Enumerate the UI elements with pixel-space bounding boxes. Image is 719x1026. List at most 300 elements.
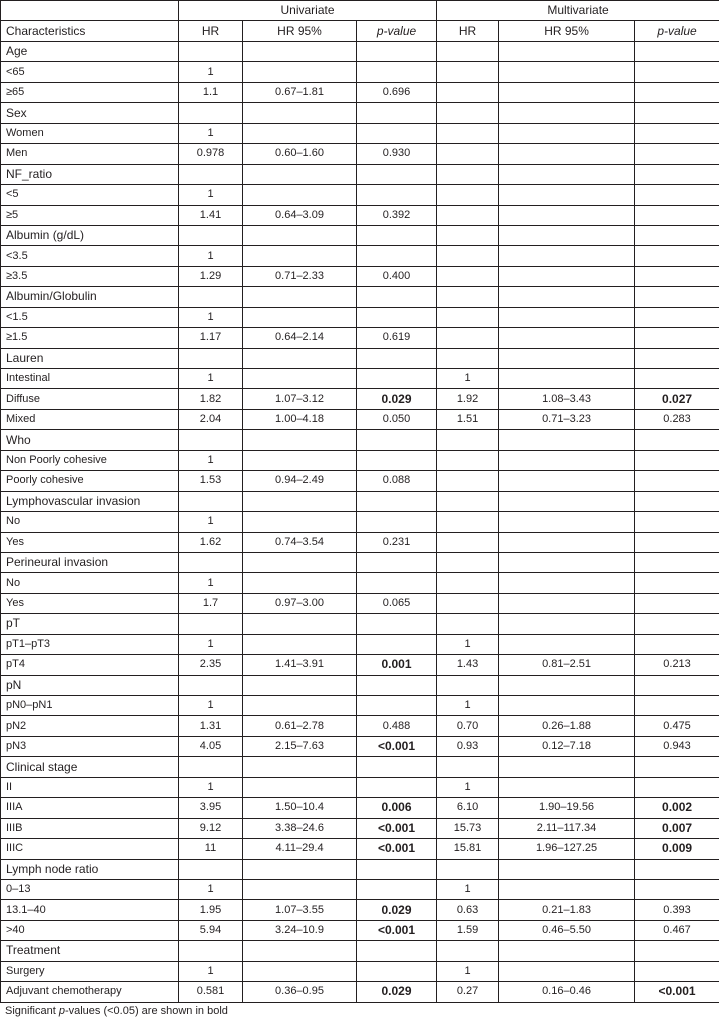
multivariate-hr95-cell xyxy=(499,593,635,613)
multivariate-pvalue-cell xyxy=(635,471,719,491)
table-row xyxy=(1,369,719,389)
table-row xyxy=(1,798,719,818)
characteristic-cell: pN0–pN1 xyxy=(1,696,179,716)
empty-cell xyxy=(179,757,243,777)
multivariate-hr-cell xyxy=(437,450,499,470)
univariate-hr95-cell: 1.07–3.12 xyxy=(243,389,357,409)
empty-cell xyxy=(499,287,635,307)
multivariate-hr-cell: 0.27 xyxy=(437,982,499,1002)
empty-cell xyxy=(437,757,499,777)
univariate-pvalue-cell: 0.930 xyxy=(357,144,437,164)
empty-cell xyxy=(243,491,357,511)
characteristic-cell: 0–13 xyxy=(1,879,179,899)
univariate-pvalue-cell: <0.001 xyxy=(357,818,437,838)
characteristic-cell: No xyxy=(1,512,179,532)
multivariate-hr95-cell xyxy=(499,266,635,286)
univariate-hr-cell: 1.82 xyxy=(179,389,243,409)
multivariate-hr95-cell xyxy=(499,450,635,470)
empty-cell xyxy=(635,430,719,450)
multivariate-pvalue-cell: 0.007 xyxy=(635,818,719,838)
multivariate-pvalue-cell: 0.213 xyxy=(635,655,719,675)
univariate-hr-cell: 1.31 xyxy=(179,716,243,736)
multivariate-hr95-cell: 0.26–1.88 xyxy=(499,716,635,736)
multivariate-hr95-cell: 1.90–19.56 xyxy=(499,798,635,818)
category-label: Lymph node ratio xyxy=(1,859,179,879)
category-label: Treatment xyxy=(1,941,179,961)
univariate-hr-cell: 1 xyxy=(179,246,243,266)
univariate-hr95-cell: 1.07–3.55 xyxy=(243,900,357,920)
empty-cell xyxy=(437,103,499,123)
multivariate-hr95-cell xyxy=(499,471,635,491)
multivariate-hr-cell xyxy=(437,62,499,82)
empty-cell xyxy=(635,103,719,123)
empty-cell xyxy=(635,225,719,245)
univariate-pvalue-cell xyxy=(357,512,437,532)
characteristic-cell: II xyxy=(1,777,179,797)
category-label: pN xyxy=(1,675,179,695)
univariate-pvalue-cell xyxy=(357,185,437,205)
univariate-hr-cell: 11 xyxy=(179,839,243,859)
category-label: Perineural invasion xyxy=(1,552,179,572)
table-row xyxy=(1,62,719,82)
multivariate-pvalue-cell xyxy=(635,307,719,327)
category-row xyxy=(1,859,719,879)
univariate-hr95-cell: 0.94–2.49 xyxy=(243,471,357,491)
univariate-hr95-cell: 0.74–3.54 xyxy=(243,532,357,552)
col-header-hr: HR xyxy=(437,21,499,42)
univariate-hr95-cell: 1.50–10.4 xyxy=(243,798,357,818)
multivariate-pvalue-cell xyxy=(635,450,719,470)
multivariate-header: Multivariate xyxy=(437,1,719,21)
characteristic-cell: ≥1.5 xyxy=(1,328,179,348)
empty-cell xyxy=(437,675,499,695)
col-header-pvalue: p-value xyxy=(635,21,719,42)
table-row xyxy=(1,777,719,797)
multivariate-hr95-cell xyxy=(499,205,635,225)
univariate-hr-cell: 0.581 xyxy=(179,982,243,1002)
multivariate-pvalue-cell xyxy=(635,62,719,82)
col-header-hr95: HR 95% xyxy=(499,21,635,42)
univariate-hr-cell: 1 xyxy=(179,185,243,205)
empty-cell xyxy=(437,941,499,961)
empty-cell xyxy=(179,491,243,511)
empty-cell xyxy=(635,941,719,961)
empty-cell xyxy=(179,287,243,307)
empty-cell xyxy=(243,675,357,695)
empty-cell xyxy=(499,859,635,879)
univariate-hr95-cell: 1.41–3.91 xyxy=(243,655,357,675)
univariate-hr95-cell xyxy=(243,450,357,470)
multivariate-hr95-cell: 1.08–3.43 xyxy=(499,389,635,409)
multivariate-hr95-cell xyxy=(499,777,635,797)
univariate-pvalue-cell: <0.001 xyxy=(357,839,437,859)
multivariate-pvalue-cell xyxy=(635,123,719,143)
multivariate-hr95-cell: 0.12–7.18 xyxy=(499,736,635,756)
univariate-hr95-cell xyxy=(243,62,357,82)
univariate-hr-cell: 2.35 xyxy=(179,655,243,675)
multivariate-hr95-cell xyxy=(499,512,635,532)
table-row xyxy=(1,307,719,327)
multivariate-hr-cell: 1 xyxy=(437,879,499,899)
multivariate-hr-cell: 1 xyxy=(437,696,499,716)
univariate-hr-cell: 1.95 xyxy=(179,900,243,920)
col-header-hr95: HR 95% xyxy=(243,21,357,42)
empty-cell xyxy=(635,491,719,511)
multivariate-hr-cell xyxy=(437,123,499,143)
univariate-pvalue-cell: 0.619 xyxy=(357,328,437,348)
table-row xyxy=(1,736,719,756)
table-row xyxy=(1,573,719,593)
multivariate-hr95-cell: 0.21–1.83 xyxy=(499,900,635,920)
multivariate-pvalue-cell xyxy=(635,144,719,164)
multivariate-hr95-cell xyxy=(499,82,635,102)
univariate-hr95-cell xyxy=(243,307,357,327)
empty-cell xyxy=(179,552,243,572)
characteristic-cell: Intestinal xyxy=(1,369,179,389)
table-row xyxy=(1,961,719,981)
multivariate-pvalue-cell xyxy=(635,532,719,552)
category-label: pT xyxy=(1,614,179,634)
table-row xyxy=(1,593,719,613)
univariate-hr-cell: 1.29 xyxy=(179,266,243,286)
empty-cell xyxy=(243,941,357,961)
multivariate-hr-cell: 1 xyxy=(437,961,499,981)
multivariate-pvalue-cell xyxy=(635,185,719,205)
category-label: Age xyxy=(1,42,179,62)
table-row xyxy=(1,879,719,899)
table-row xyxy=(1,716,719,736)
characteristic-cell: pN2 xyxy=(1,716,179,736)
empty-cell xyxy=(499,614,635,634)
table-row xyxy=(1,920,719,940)
footnote-pre: Significant xyxy=(5,1004,59,1017)
multivariate-hr95-cell xyxy=(499,879,635,899)
multivariate-hr95-cell xyxy=(499,307,635,327)
multivariate-pvalue-cell xyxy=(635,266,719,286)
empty-cell xyxy=(357,348,437,368)
univariate-pvalue-cell xyxy=(357,879,437,899)
empty-cell xyxy=(499,941,635,961)
univariate-hr95-cell: 0.71–2.33 xyxy=(243,266,357,286)
empty-cell xyxy=(499,164,635,184)
univariate-hr95-cell: 0.97–3.00 xyxy=(243,593,357,613)
multivariate-pvalue-cell xyxy=(635,205,719,225)
univariate-hr-cell: 1 xyxy=(179,961,243,981)
univariate-pvalue-cell xyxy=(357,450,437,470)
univariate-hr-cell: 1.53 xyxy=(179,471,243,491)
footnote-post: -values (<0.05) are shown in bold xyxy=(64,1004,228,1017)
univariate-hr95-cell xyxy=(243,246,357,266)
univariate-hr-cell: 4.05 xyxy=(179,736,243,756)
univariate-hr95-cell: 1.00–4.18 xyxy=(243,409,357,429)
empty-cell xyxy=(437,859,499,879)
column-header-row xyxy=(1,21,719,42)
empty-cell xyxy=(437,225,499,245)
empty-cell xyxy=(499,491,635,511)
characteristic-cell: Yes xyxy=(1,532,179,552)
empty-cell xyxy=(179,42,243,62)
empty-cell xyxy=(499,225,635,245)
multivariate-hr95-cell: 0.16–0.46 xyxy=(499,982,635,1002)
univariate-hr95-cell: 2.15–7.63 xyxy=(243,736,357,756)
univariate-hr-cell: 1 xyxy=(179,450,243,470)
multivariate-hr-cell: 15.81 xyxy=(437,839,499,859)
multivariate-hr-cell xyxy=(437,185,499,205)
table-row xyxy=(1,450,719,470)
category-label: Albumin (g/dL) xyxy=(1,225,179,245)
characteristic-cell: Non Poorly cohesive xyxy=(1,450,179,470)
table-row xyxy=(1,82,719,102)
empty-cell xyxy=(357,552,437,572)
table-row xyxy=(1,389,719,409)
empty-cell xyxy=(243,164,357,184)
multivariate-hr-cell: 1.59 xyxy=(437,920,499,940)
univariate-hr95-cell xyxy=(243,573,357,593)
multivariate-pvalue-cell xyxy=(635,573,719,593)
univariate-hr-cell: 1 xyxy=(179,307,243,327)
univariate-hr-cell: 1.1 xyxy=(179,82,243,102)
univariate-hr-cell: 1 xyxy=(179,777,243,797)
multivariate-hr-cell xyxy=(437,205,499,225)
empty-cell xyxy=(635,164,719,184)
characteristic-cell: IIIB xyxy=(1,818,179,838)
multivariate-hr-cell: 0.70 xyxy=(437,716,499,736)
category-row xyxy=(1,103,719,123)
category-row xyxy=(1,491,719,511)
univariate-pvalue-cell: 0.696 xyxy=(357,82,437,102)
univariate-pvalue-cell: 0.231 xyxy=(357,532,437,552)
table-row xyxy=(1,532,719,552)
table-row xyxy=(1,818,719,838)
univariate-hr-cell: 1.62 xyxy=(179,532,243,552)
univariate-hr-cell: 5.94 xyxy=(179,920,243,940)
characteristic-cell: <3.5 xyxy=(1,246,179,266)
empty-cell xyxy=(635,552,719,572)
univariate-pvalue-cell xyxy=(357,369,437,389)
univariate-pvalue-cell: 0.400 xyxy=(357,266,437,286)
group-header-row xyxy=(1,1,719,21)
multivariate-hr-cell: 1.51 xyxy=(437,409,499,429)
univariate-hr95-cell xyxy=(243,123,357,143)
empty-cell xyxy=(357,491,437,511)
multivariate-pvalue-cell xyxy=(635,961,719,981)
multivariate-hr-cell xyxy=(437,266,499,286)
table-row xyxy=(1,471,719,491)
univariate-hr95-cell xyxy=(243,961,357,981)
characteristic-cell: Mixed xyxy=(1,409,179,429)
univariate-hr-cell: 9.12 xyxy=(179,818,243,838)
empty-cell xyxy=(437,491,499,511)
table-row xyxy=(1,512,719,532)
univariate-hr-cell: 3.95 xyxy=(179,798,243,818)
univariate-pvalue-cell xyxy=(357,634,437,654)
univariate-pvalue-cell: 0.050 xyxy=(357,409,437,429)
table-row xyxy=(1,144,719,164)
empty-cell xyxy=(179,941,243,961)
empty-cell xyxy=(635,757,719,777)
characteristic-cell: pT4 xyxy=(1,655,179,675)
univariate-pvalue-cell: 0.488 xyxy=(357,716,437,736)
characteristic-cell: <1.5 xyxy=(1,307,179,327)
empty-cell xyxy=(357,757,437,777)
empty-cell xyxy=(499,103,635,123)
univariate-pvalue-cell xyxy=(357,246,437,266)
univariate-hr95-cell: 4.11–29.4 xyxy=(243,839,357,859)
multivariate-hr-cell: 0.63 xyxy=(437,900,499,920)
category-row xyxy=(1,941,719,961)
univariate-pvalue-cell: <0.001 xyxy=(357,736,437,756)
characteristic-cell: ≥65 xyxy=(1,82,179,102)
multivariate-pvalue-cell xyxy=(635,777,719,797)
multivariate-hr-cell: 1 xyxy=(437,634,499,654)
univariate-hr-cell: 1.17 xyxy=(179,328,243,348)
multivariate-hr-cell: 1.92 xyxy=(437,389,499,409)
univariate-pvalue-cell: 0.006 xyxy=(357,798,437,818)
univariate-hr-cell: 0.978 xyxy=(179,144,243,164)
univariate-hr-cell: 1 xyxy=(179,62,243,82)
table-row xyxy=(1,696,719,716)
multivariate-pvalue-cell: <0.001 xyxy=(635,982,719,1002)
category-label: Lauren xyxy=(1,348,179,368)
empty-cell xyxy=(437,287,499,307)
multivariate-pvalue-cell xyxy=(635,512,719,532)
univariate-hr95-cell xyxy=(243,185,357,205)
multivariate-hr-cell xyxy=(437,328,499,348)
multivariate-hr95-cell xyxy=(499,696,635,716)
univariate-pvalue-cell: <0.001 xyxy=(357,920,437,940)
empty-cell xyxy=(243,757,357,777)
empty-cell xyxy=(179,164,243,184)
characteristic-cell: Adjuvant chemotherapy xyxy=(1,982,179,1002)
category-label: Lymphovascular invasion xyxy=(1,491,179,511)
multivariate-hr-cell: 6.10 xyxy=(437,798,499,818)
table-row xyxy=(1,839,719,859)
multivariate-pvalue-cell xyxy=(635,879,719,899)
empty-cell xyxy=(635,859,719,879)
characteristic-cell: Yes xyxy=(1,593,179,613)
category-label: Who xyxy=(1,430,179,450)
col-header-hr: HR xyxy=(179,21,243,42)
multivariate-hr95-cell xyxy=(499,328,635,348)
empty-cell xyxy=(357,675,437,695)
multivariate-hr-cell xyxy=(437,82,499,102)
empty-cell xyxy=(499,42,635,62)
characteristic-cell: <5 xyxy=(1,185,179,205)
empty-cell xyxy=(243,287,357,307)
col-header-characteristics: Characteristics xyxy=(1,21,179,42)
univariate-hr95-cell: 3.38–24.6 xyxy=(243,818,357,838)
univariate-hr-cell: 1 xyxy=(179,123,243,143)
empty-cell xyxy=(357,614,437,634)
characteristic-cell: pT1–pT3 xyxy=(1,634,179,654)
multivariate-pvalue-cell: 0.393 xyxy=(635,900,719,920)
empty-cell xyxy=(499,675,635,695)
empty-cell xyxy=(357,225,437,245)
category-row xyxy=(1,614,719,634)
multivariate-pvalue-cell xyxy=(635,369,719,389)
category-row xyxy=(1,552,719,572)
col-header-pvalue: p-value xyxy=(357,21,437,42)
multivariate-hr95-cell: 2.11–117.34 xyxy=(499,818,635,838)
univariate-hr95-cell: 0.36–0.95 xyxy=(243,982,357,1002)
univariate-pvalue-cell: 0.392 xyxy=(357,205,437,225)
empty-cell xyxy=(357,430,437,450)
multivariate-pvalue-cell: 0.475 xyxy=(635,716,719,736)
univariate-pvalue-cell xyxy=(357,961,437,981)
empty-cell xyxy=(499,430,635,450)
category-label: Clinical stage xyxy=(1,757,179,777)
empty-cell xyxy=(179,614,243,634)
characteristic-cell: Women xyxy=(1,123,179,143)
multivariate-hr-cell xyxy=(437,512,499,532)
table-row xyxy=(1,328,719,348)
empty-cell xyxy=(243,552,357,572)
univariate-hr95-cell xyxy=(243,369,357,389)
univariate-hr95-cell: 0.60–1.60 xyxy=(243,144,357,164)
empty-cell xyxy=(499,757,635,777)
univariate-pvalue-cell xyxy=(357,123,437,143)
characteristic-cell: <65 xyxy=(1,62,179,82)
multivariate-hr-cell: 1 xyxy=(437,369,499,389)
table-row xyxy=(1,246,719,266)
multivariate-hr95-cell: 1.96–127.25 xyxy=(499,839,635,859)
characteristic-cell: 13.1–40 xyxy=(1,900,179,920)
empty-cell xyxy=(243,430,357,450)
multivariate-hr-cell xyxy=(437,307,499,327)
multivariate-pvalue-cell xyxy=(635,634,719,654)
empty-cell xyxy=(437,42,499,62)
empty-cell xyxy=(179,103,243,123)
table-row xyxy=(1,123,719,143)
multivariate-hr-cell xyxy=(437,573,499,593)
multivariate-pvalue-cell xyxy=(635,593,719,613)
multivariate-hr95-cell xyxy=(499,369,635,389)
footnote-italic: p xyxy=(58,1004,65,1017)
multivariate-hr95-cell xyxy=(499,532,635,552)
empty-cell xyxy=(243,225,357,245)
multivariate-pvalue-cell xyxy=(635,328,719,348)
empty-cell xyxy=(437,430,499,450)
characteristic-cell: pN3 xyxy=(1,736,179,756)
univariate-hr95-cell: 0.64–3.09 xyxy=(243,205,357,225)
multivariate-pvalue-cell: 0.009 xyxy=(635,839,719,859)
empty-cell xyxy=(499,348,635,368)
multivariate-pvalue-cell xyxy=(635,82,719,102)
empty-cell xyxy=(357,287,437,307)
category-row xyxy=(1,164,719,184)
multivariate-hr95-cell xyxy=(499,961,635,981)
multivariate-pvalue-cell: 0.002 xyxy=(635,798,719,818)
category-row xyxy=(1,757,719,777)
empty-cell xyxy=(243,348,357,368)
multivariate-hr95-cell xyxy=(499,185,635,205)
empty-cell xyxy=(635,348,719,368)
univariate-hr95-cell xyxy=(243,634,357,654)
multivariate-hr95-cell: 0.71–3.23 xyxy=(499,409,635,429)
univariate-pvalue-cell: 0.029 xyxy=(357,982,437,1002)
table-row xyxy=(1,900,719,920)
univariate-hr-cell: 1.7 xyxy=(179,593,243,613)
univariate-hr95-cell xyxy=(243,777,357,797)
empty-cell xyxy=(179,225,243,245)
table-row xyxy=(1,185,719,205)
multivariate-pvalue-cell: 0.027 xyxy=(635,389,719,409)
characteristic-cell: Men xyxy=(1,144,179,164)
multivariate-hr-cell: 0.93 xyxy=(437,736,499,756)
empty-cell xyxy=(243,103,357,123)
multivariate-hr-cell: 15.73 xyxy=(437,818,499,838)
header-blank xyxy=(1,1,179,21)
